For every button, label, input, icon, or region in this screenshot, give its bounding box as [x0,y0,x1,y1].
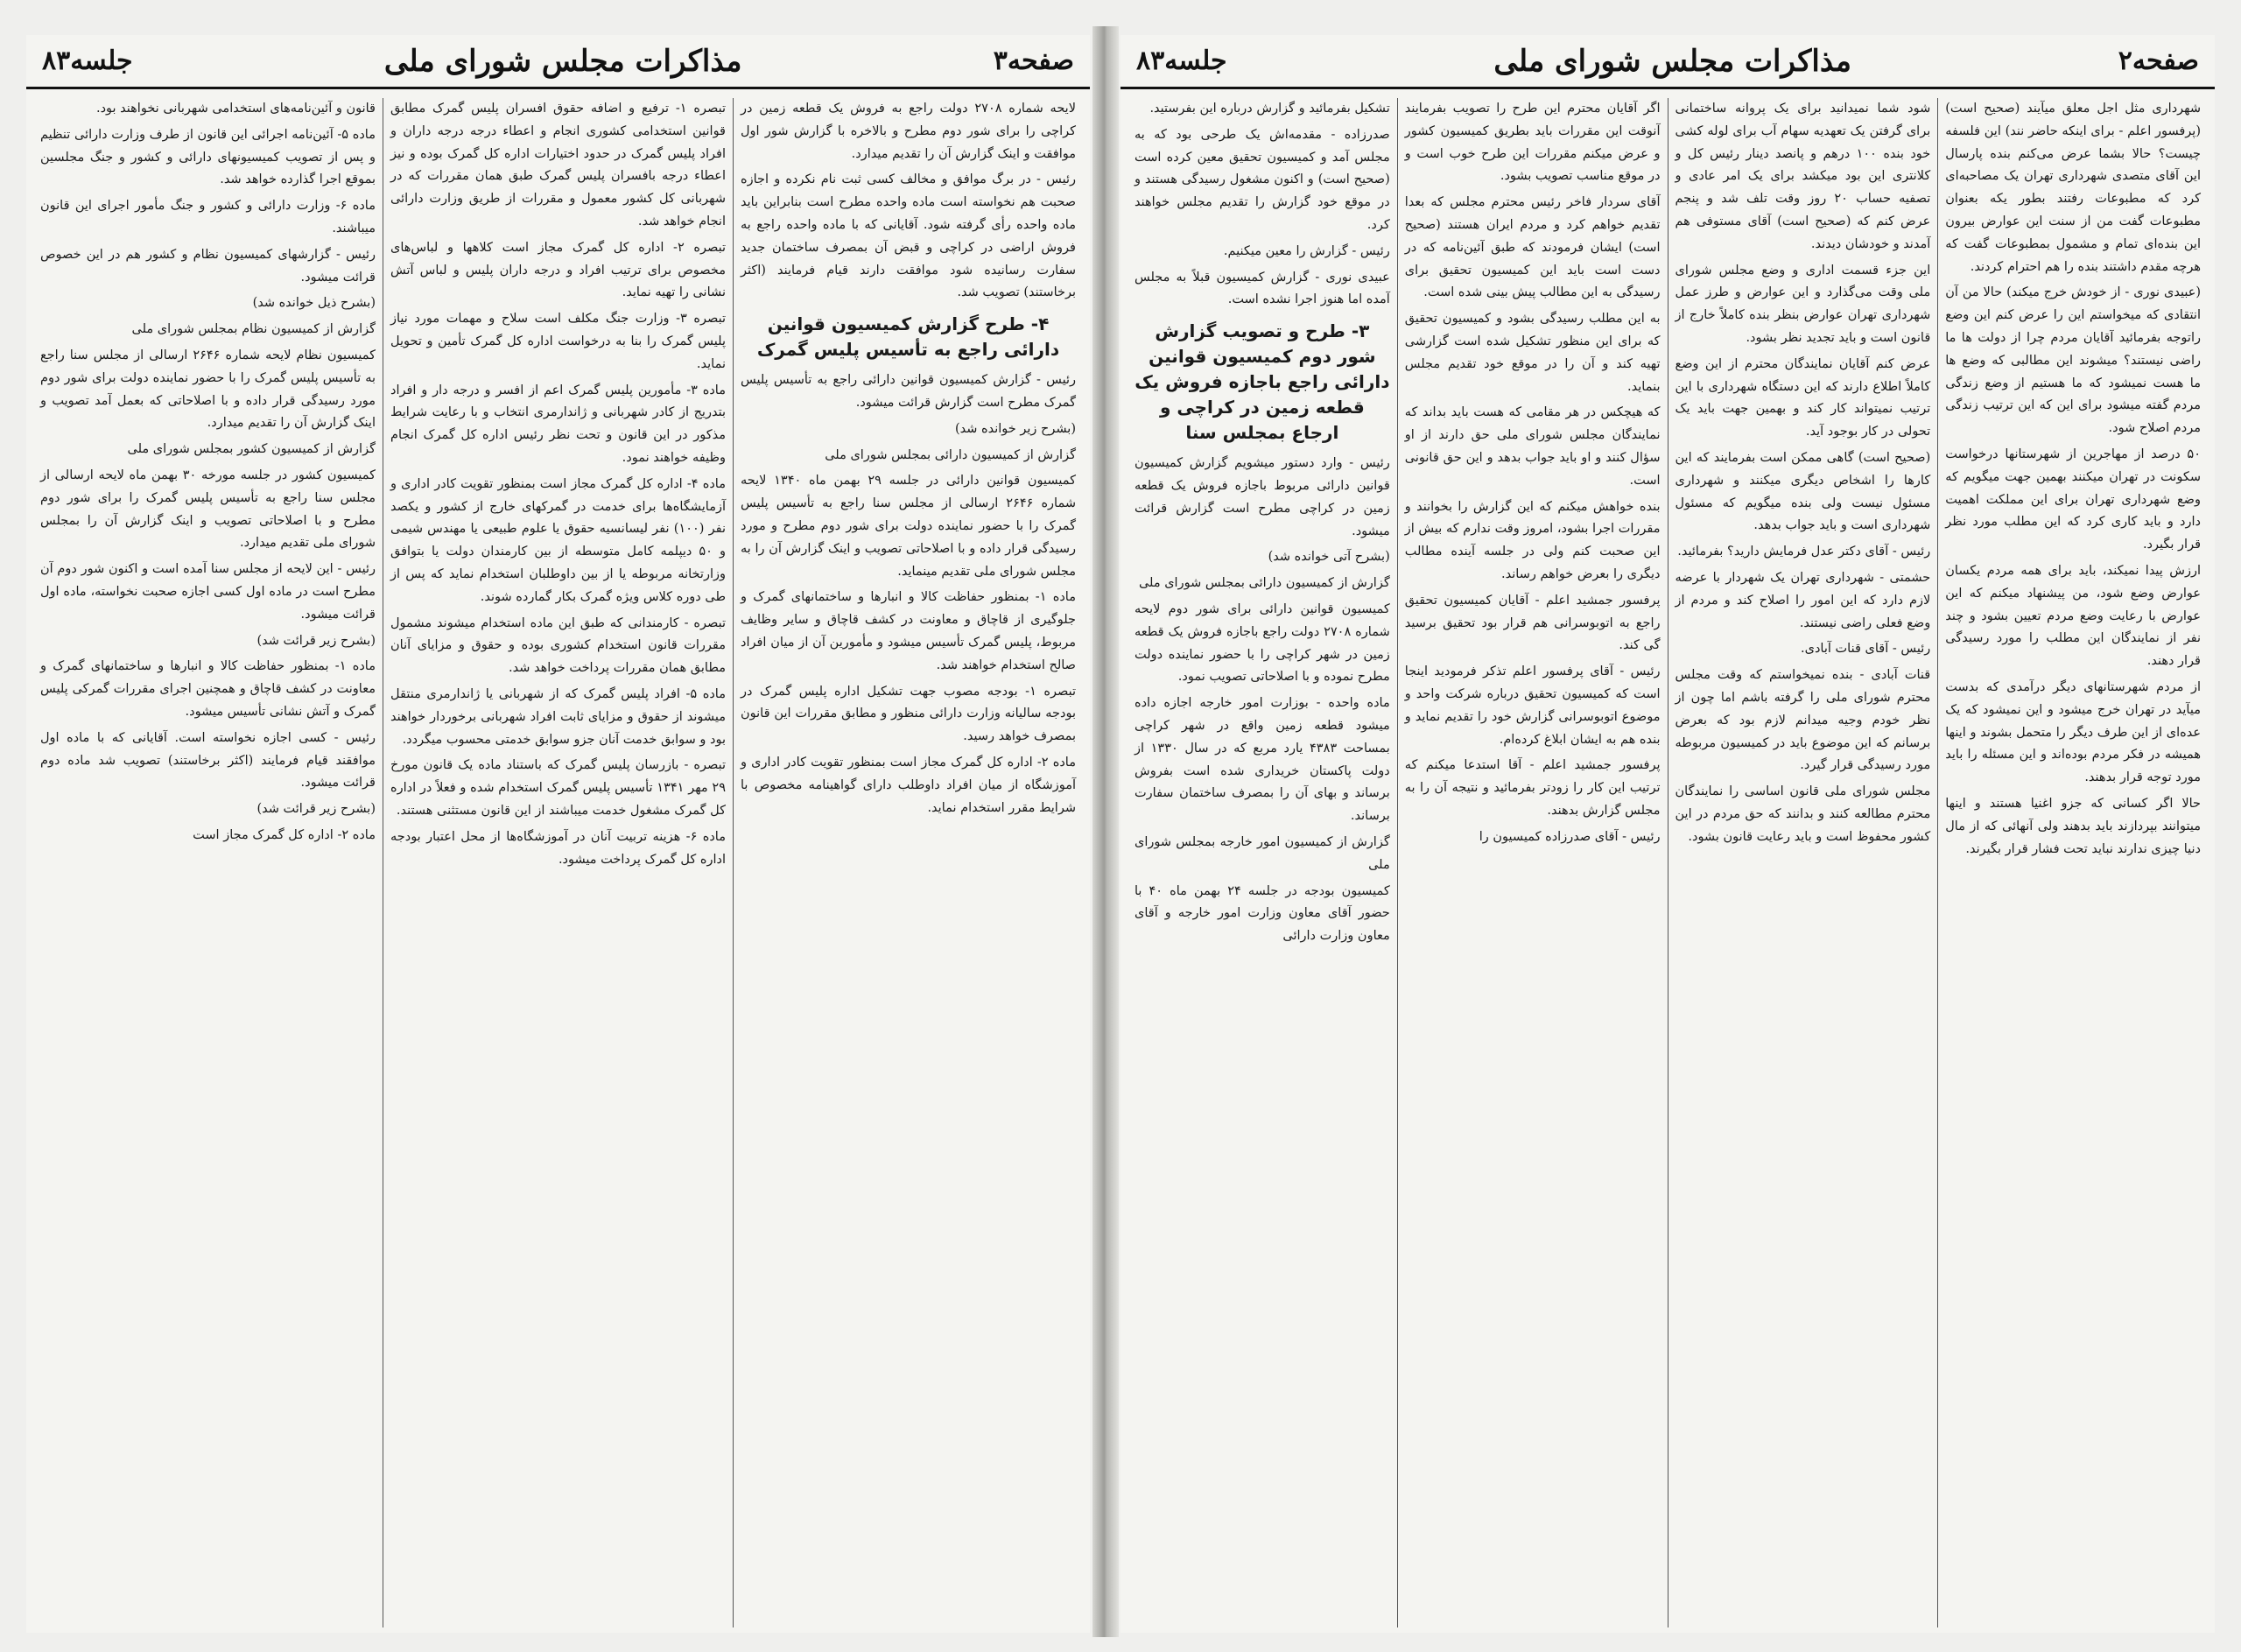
paragraph: لایحه شماره ۲۷۰۸ دولت راجع به فروش یک قطعه زمین در کراچی را برای شور دوم مطرح و بالاخره با گزارش شور اول موافقت و اینک گزارش آن را تقدیم میدارد. [741,102,1076,161]
paragraph: به این مطلب رسیدگی بشود و کمیسیون تحقیق که برای این منظور تشکیل شده است گزارشی تهیه کند و آن را در موقع خود تقدیم مجلس بنماید. [1404,312,1661,394]
paragraph: ماده ۲- اداره کل گمرک مجاز است بمنظور تقویت کادر اداری و آموزشگاه از میان افراد داوطلب دارای گواهینامه مخصوص با شرایط مقرر استخدام نماید. [741,755,1076,815]
paragraph: کمیسیون قوانین دارائی در جلسه ۲۹ بهمن ماه ۱۳۴۰ لایحه شماره ۲۶۴۶ ارسالی از مجلس سنا راجع به تأسیس پلیس گمرک را با حضور نماینده دولت برای شور دوم مطرح و مورد رسیدگی قرار داده و با اصلاحاتی تصویب و اینک گزارش آن را به مجلس شورای ملی تقدیم مینماید. [741,474,1076,579]
right-page-columns [1128,98,2208,1627]
paragraph: ماده ۳- مأمورین پلیس گمرک اعم از افسر و درجه دار و افراد بتدریج از کادر شهربانی و ژاندارمری انتخاب و با رعایت شرایط مذکور در این قانون و تحت نظر رئیس اداره کل گمرک انجام وظیفه خواهند نمود. [390,383,726,465]
page-number: صفحه۲ [2118,46,2199,76]
section-heading: ۳- طرح و تصویب گزارش شور دوم کمیسیون قوانین دارائی راجع باجازه فروش یک قطعه زمین در کراچی و ارجاع بمجلس سنا [1135,320,1390,444]
left-page-header [26,35,1090,89]
right-page-header [1120,35,2215,89]
paragraph: بنده خواهش میکنم که این گزارش را بخوانند و مقررات اجرا بشود، امروز وقت ندارم که بیش از این صحبت کنم ولی در جلسه آینده مطالب دیگری را بعرض خواهم رساند. [1404,499,1661,581]
paragraph: (بشرح زیر قرائت شد) [256,802,376,817]
session-number: جلسه۸۳ [1136,46,1227,76]
paragraph: تشکیل بفرمائید و گزارش درباره این بفرستید. [1149,102,1390,116]
paragraph: ماده ۱- بمنظور حفاظت کالا و انبارها و ساختمانهای گمرک و جلوگیری از قاچاق و معاونت در کشف قاچاق و سایر وظایف مربوط، پلیس گمرک تأسیس میشود و مأمورین آن از میان افراد صالح استخدام خواهند شد. [741,590,1076,672]
paragraph: شود شما نمیدانید برای یک پروانه ساختمانی برای گرفتن یک تعهدیه سهام آب برای لوله کشی خود بنده ۱۰۰ درهم و پانصد دینار رئیس کل و کلانتری این بود میکشد برای یک امر عادی و تصفیه حساب ۲۰ روز وقت تلف شد و پنجم عرض کنم که (صحیح است) آقای مستوفی هم آمدند و خودشان دیدند. [1675,102,1931,251]
paragraph: رئیس - وارد دستور میشویم گزارش کمیسیون قوانین دارائی مربوط باجازه فروش یک قطعه زمین در کراچی مطرح است گزارش قرائت میشود. [1135,456,1390,538]
text-column [1937,98,2208,1627]
book-gutter [1092,26,1119,1637]
paragraph: ارزش پیدا نمیکند، باید برای همه مردم یکسان عوارض وضع شود، من پیشنهاد میکنم که این عوارض با رعایت وضع مردم تعیین بشود و چند نفر از نمایندگان این مطلب را مورد رسیدگی قرار دهند. [1945,563,2201,669]
page-title: مذاکرات مجلس شورای ملی [383,43,742,79]
section-heading: ۴- طرح گزارش کمیسیون قوانین دارائی راجع به تأسیس پلیس گمرک [756,313,1060,361]
paragraph: رئیس - گزارش را معین میکنیم. [1223,243,1390,258]
paragraph: ماده ۶- هزینه تربیت آنان در آموزشگاه‌ها از محل اعتبار بودجه اداره کل گمرک پرداخت میشود. [390,829,726,867]
paragraph: عرض کنم آقایان نمایندگان محترم از این وضع کاملاً اطلاع دارند که این دستگاه شهرداری با این ترتیب نمیتواند کار کند و بهمین جهت باید یک تحولی در کار بوجود آید. [1675,356,1931,439]
paragraph: (بشرح آتی خوانده شد) [1268,550,1390,565]
paragraph: کمیسیون قوانین دارائی برای شور دوم لایحه شماره ۲۷۰۸ دولت راجع باجازه فروش یک قطعه زمین در شهر کراچی را با حضور نماینده دولت مطرح نموده و با اصلاحاتی تصویب نمود. [1135,601,1390,685]
paragraph: از مردم شهرستانهای دیگر درآمدی که بدست میآید در تهران خرج میشود و این نمیشود که یک عده‌ای از این طرف دیگر را متحمل بشوند و اینها همیشه در فکر مردم بوده‌اند و این مسئله را باید مورد توجه قرار بدهند. [1945,679,2201,785]
session-number: جلسه۸۳ [42,46,133,76]
paragraph: تبصره ۳- وزارت جنگ مکلف است سلاح و مهمات مورد نیاز پلیس گمرک را بنا به درخواست اداره کل گمرک تأمین و تحویل نماید. [390,312,726,371]
paragraph: ماده ۲- اداره کل گمرک مجاز است [193,827,376,842]
text-column [733,98,1083,1627]
page-number: صفحه۳ [993,46,1074,76]
paragraph: رئیس - کسی اجازه نخواسته است. آقایانی که با ماده اول موافقند قیام فرمایند (اکثر برخاستند) تصویب شد ماده دوم قرائت میشود. [40,730,376,791]
text-column [383,98,733,1627]
paragraph: رئیس - آقای صدرزاده کمیسیون را [1479,829,1661,844]
paragraph: کمیسیون کشور در جلسه مورخه ۳۰ بهمن ماه لایحه ارسالی از مجلس سنا راجع به تأسیس پلیس گمرک را برای شور دوم مطرح و با اصلاحاتی تصویب و اینک گزارش آن را بمجلس شورای ملی تقدیم میدارد. [40,467,376,551]
paragraph: رئیس - گزارشهای کمیسیون نظام و کشور هم در این خصوص قرائت میشود. [40,247,376,285]
paragraph: ماده ۴- اداره کل گمرک مجاز است بمنظور تقویت کادر اداری و آزمایشگاه‌ها برای خدمت در گمرکهای خارج از کشور و یکصد نفر (۱۰۰) نفر لیسانسیه حقوق یا علوم طبیعی یا مهندس شیمی و ۵۰ دیپلمه کامل متوسطه از بین کارمندان دولت یا بتوافق وزارتخانه مربوطه یا از بین داوطلبان استخدام نماید که پس از طی دوره کلاس ویژه گمرک بکار گمارده شوند. [390,476,727,604]
paragraph: قانون و آئین‌نامه‌های استخدامی شهربانی نخواهند بود. [95,102,376,116]
text-column [1128,98,1397,1627]
paragraph: (بشرح زیر قرائت شد) [256,633,376,648]
paragraph: رئیس - در برگ موافق و مخالف کسی ثبت نام نکرده و اجازه صحبت هم نخواسته است ماده واحده مطرح است بنابراین باید ماده واحده رأی گرفته شود. آقایانی که با ماده واحده راجع به فروش اراضی در کراچی و قبض آن بمصرف ساختمان جدید سفارت رسانیده شود موافقت دارند قیام فرمایند (اکثر برخاستند) تصویب شد. [741,172,1076,300]
paragraph: تبصره ۱- بودجه مصوب جهت تشکیل اداره پلیس گمرک در بودجه سالیانه وزارت دارائی منظور و مطابق مقررات این قانون بمصرف خواهد رسید. [741,684,1076,744]
paragraph: این جزء قسمت اداری و وضع مجلس شورای ملی وقت می‌گذارد و این عوارض و طرز عمل شهرداری تهران عوارض بنظر بنده کاملاً خارج از قانون است و باید تجدید نظر بشود. [1675,263,1931,345]
paragraph: پرفسور جمشید اعلم - آقایان کمیسیون تحقیق راجع به اتوبوسرانی هم قرار بود تحقیق برسید گی کند. [1404,593,1661,653]
paragraph: (عبیدی نوری - از خودش خرج میکند) حالا من آن انتقادی که میخواستم این را عرض کنم این وضع راتوجه بفرمائید آقایان مردم چرا از دولت ها ما راضی نیستند؟ میشوند این مطالبی که وضع ها ما هست نمیشود که ما هستیم از وضع زندگی مردم گفته میشود برای این که این ترتیب زندگی مردم اصلاح شود. [1945,285,2201,436]
paragraph: گزارش از کمیسیون کشور بمجلس شورای ملی [127,442,376,457]
text-column [1668,98,1938,1627]
paragraph: آقای سردار فاخر رئیس محترم مجلس که بعدا تقدیم خواهم کرد و مردم ایران هستند (صحیح است) ایشان فرمودند که طبق آئین‌نامه که در دست است باید این کمیسیون تحقیق برای رسیدگی به این مطالب پیش بینی شده است. [1404,195,1661,300]
paragraph: ۵۰ درصد از مهاجرین از شهرستانها درخواست سکونت در تهران میکنند بهمین جهت میگویم که وضع شهرداری تهران برای این مملکت اهمیت دارد و باید کاری کرد که این مطلب مورد نظر قرار بگیرد. [1945,446,2201,552]
paragraph: تبصره ۱- ترفیع و اضافه حقوق افسران پلیس گمرک مطابق قوانین استخدامی کشوری انجام و اعطاء درجه درجه داران و افراد پلیس گمرک در حدود اختیارات اداره کل گمرک بوده و نیز اعطاء درجه بافسران پلیس گمرک طبق همان مقررات که در شهربانی کل کشور معمول و مقررات از طریق وزارت دارائی انجام خواهد شد. [390,102,726,228]
paragraph: عبیدی نوری - گزارش کمیسیون قبلاً به مجلس آمده اما هنوز اجرا نشده است. [1135,270,1390,307]
paragraph: ماده ۶- وزارت دارائی و کشور و جنگ مأمور اجرای این قانون میباشند. [40,199,376,235]
paragraph: قنات آبادی - بنده نمیخواستم که وقت مجلس محترم شورای ملی را گرفته باشم اما چون از نظر خودم وجیه میدانم لازم بود که بعرض برسانم که این موضوع باید در کمیسیون مربوطه مورد رسیدگی قرار گیرد. [1675,668,1931,773]
paragraph: گزارش از کمیسیون امور خارجه بمجلس شورای ملی [1135,834,1390,872]
paragraph: تبصره - بازرسان پلیس گمرک که باستناد ماده یک قانون مورخ ۲۹ مهر ۱۳۴۱ تأسیس پلیس گمرک استخدام شده و فعلاً در اداره کل گمرک مشغول خدمت میباشند از این قانون مستثنی هستند. [390,758,726,818]
paragraph: رئیس - آقای دکتر عدل فرمایش دارید؟ بفرمائید. [1677,545,1931,559]
paragraph: ماده ۵- آئین‌نامه اجرائی این قانون از طرف وزارت دارائی تنظیم و پس از تصویب کمیسیونهای دارائی و کشور و جنگ مجلسین بموقع اجرا گذارده خواهد شد. [40,127,376,187]
paragraph: تبصره - کارمندانی که طبق این ماده استخدام میشوند مشمول مقررات قانون استخدام کشوری بوده و حقوق و مزایای آنان مطابق همان مقررات پرداخت خواهد شد. [390,615,726,676]
page-title: مذاکرات مجلس شورای ملی [1493,43,1851,79]
paragraph: ماده ۱- بمنظور حفاظت کالا و انبارها و ساختمانهای گمرک و معاونت در کشف قاچاق و همچنین اجرای مقررات گمرکی پلیس گمرک و آتش نشانی تأسیس میشود. [40,659,376,719]
text-column [1397,98,1668,1627]
paragraph: تبصره ۲- اداره کل گمرک مجاز است کلاهها و لباس‌های مخصوص برای ترتیب افراد و درجه داران پلیس و لباس آتش نشانی را تهیه نماید. [390,240,726,300]
text-column [33,98,383,1627]
paragraph: رئیس - گزارش کمیسیون قوانین دارائی راجع به تأسیس پلیس گمرک مطرح است گزارش قرائت میشود. [741,373,1076,410]
paragraph: گزارش از کمیسیون دارائی بمجلس شورای ملی [1138,576,1390,591]
paragraph: (بشرح زیر خوانده شد) [955,421,1076,436]
paragraph: کمیسیون بودجه در جلسه ۲۴ بهمن ماه ۴۰ با حضور آقای معاون وزارت امور خارجه و آقای معاون وزارت دارائی [1135,883,1390,944]
paragraph: گزارش از کمیسیون دارائی بمجلس شورای ملی [825,447,1076,462]
paragraph: رئیس - آقای پرفسور اعلم تذکر فرمودید اینجا است که کمیسیون تحقیق درباره شرکت واحد و موضوع اتوبوسرانی گزارش خود را تقدیم نماید و بنده هم به ایشان ابلاغ کرده‌ام. [1404,664,1661,747]
paragraph: کمیسیون نظام لایحه شماره ۲۶۴۶ ارسالی از مجلس سنا راجع به تأسیس پلیس گمرک را با حضور نماینده دولت برای شور دوم مورد رسیدگی قرار داده و با اصلاحاتی که بعمل آمد تصویب و اینک گزارش آن را تقدیم میدارد. [40,348,376,431]
paragraph: که هیچکس در هر مقامی که هست باید بداند که نمایندگان مجلس شورای ملی حق دارند از او سؤال کنند و او باید جواب بدهد و این حق قانونی است. [1404,405,1661,488]
paragraph: اگر آقایان محترم این طرح را تصویب بفرمایند آنوقت این مقررات باید بطریق کمیسیون کشور و عرض میکنم مقررات این طرح خوب است و در موقع مناسب تصویب بشود. [1404,102,1661,184]
paragraph: مجلس شورای ملی قانون اساسی را نمایندگان محترم مطالعه کنند و بدانند که حق مردم در این کشور محفوظ است و باید رعایت قانون بشود. [1675,784,1931,844]
paragraph: صدرزاده - مقدمه‌اش یک طرحی بود که به مجلس آمد و کمیسیون تحقیق معین کرده است (صحیح است) و اکنون مشغول رسیدگی هستند و در موقع خود گزارش را تقدیم مجلس خواهند کرد. [1135,127,1390,232]
paragraph: (صحیح است) گاهی ممکن است بفرمایند که این کارها را اشخاص دیگری میکنند و شهرداری مسئول نیست ولی بنده میگویم که مسئول شهرداری است و باید جواب بدهد. [1675,450,1931,533]
left-page [26,35,1090,1633]
paragraph: حالا اگر کسانی که جزو اغنیا هستند و اینها میتوانند بپردازند باید بدهند ولی آنهائی که از مال دنیا چیزی ندارند نباید تحت فشار قرار بگیرند. [1945,796,2201,856]
left-page-columns [33,98,1083,1627]
paragraph: پرفسور جمشید اعلم - آقا استدعا میکنم که ترتیب این کار را زودتر بفرمائید و نتیجه آن را به مجلس گزارش بدهند. [1404,758,1661,818]
paragraph: (بشرح ذیل خوانده شد) [252,296,376,311]
paragraph: گزارش از کمیسیون نظام بمجلس شورای ملی [131,322,376,337]
paragraph: شهرداری مثل اجل معلق میآیند (صحیح است) (پرفسور اعلم - برای اینکه حاضر نند) این فلسفه چیست؟ حالا بشما عرض می‌کنم بنده پارسال این آقای متصدی شهرداری تهران یک مصاحبه‌ای کرد که مطبوعات رفتند بطور یکه بعنوان مطبوعات گفت من از سنت این عوارض بیرون این بنده‌ای تمام و مشمول بمطبوعات گفت که هرچه مقدم داشتند بنده را هم احترام کردند. [1945,102,2201,274]
paragraph: ماده ۵- افراد پلیس گمرک که از شهربانی یا ژاندارمری منتقل میشوند از حقوق و مزایای ثابت افراد شهربانی برخوردار خواهند بود و سوابق خدمت آنان جزو سوابق خدمتی محسوب میگردد. [390,686,726,747]
right-page [1120,35,2215,1633]
paragraph: ماده واحده - بوزارت امور خارجه اجازه داده میشود قطعه زمین واقع در شهر کراچی بمساحت ۴۳۸۳ یارد مربع که در سال ۱۳۳۰ از دولت پاکستان خریداری شده است بفروش برساند و بهای آن را بمصرف ساختمان سفارت برساند. [1135,696,1390,824]
paragraph: رئیس - آقای قنات آبادی. [1801,642,1931,657]
paragraph: رئیس - این لایحه از مجلس سنا آمده است و اکنون شور دوم آن مطرح است در ماده اول کسی اجازه صحبت نخواسته، ماده اول قرائت میشود. [40,562,376,622]
paragraph: حشمتی - شهرداری تهران یک شهردار با عرضه لازم دارد که این امور را اصلاح کند و مردم از وضع فعلی راضی نیستند. [1675,570,1931,630]
